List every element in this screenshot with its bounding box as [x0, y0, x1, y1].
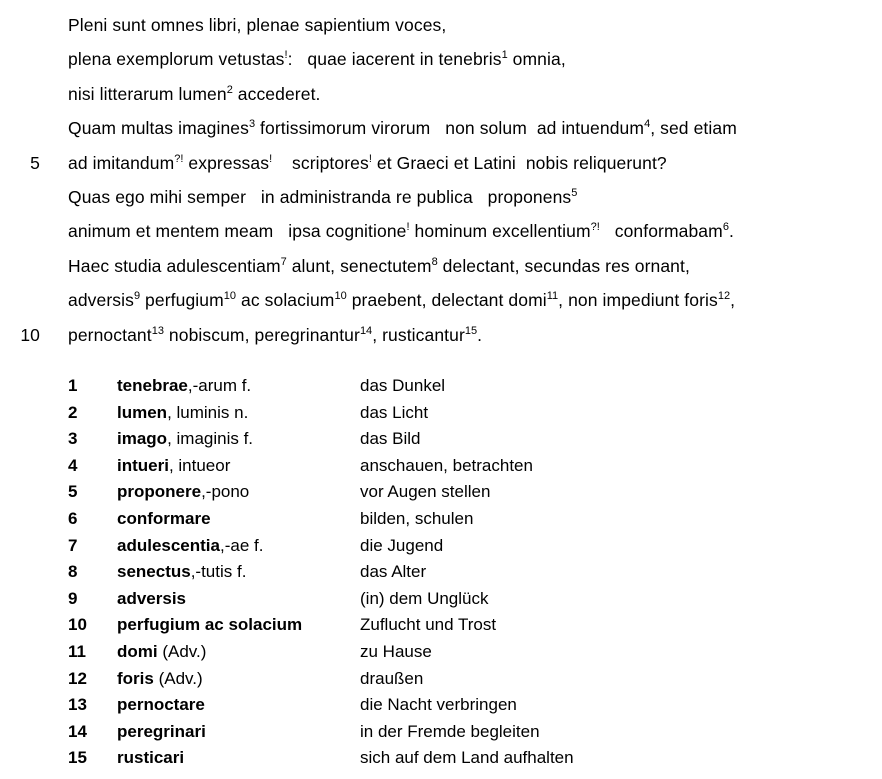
latin-text-segment: et Graeci et Latini nobis reliquerunt?	[371, 152, 667, 173]
annotation-mark: !	[368, 152, 372, 165]
footnote-ref: 1	[501, 49, 508, 62]
vocab-row	[68, 666, 882, 693]
latin-text-segment: omnia,	[507, 49, 566, 70]
footnote-ref: 4	[644, 118, 651, 131]
vocab-lemma-suffix: (Adv.)	[157, 642, 207, 661]
vocab-lemma: domi	[117, 642, 158, 661]
vocab-latin-term	[117, 612, 360, 639]
latin-text-segment: .	[477, 324, 483, 345]
vocab-entry-number: 9	[68, 588, 78, 608]
vocab-row	[68, 586, 882, 613]
latin-text-segment: scriptores	[272, 152, 369, 173]
vocab-latin-term	[117, 373, 360, 400]
latin-text-segment: .	[728, 221, 734, 242]
vocab-lemma-suffix: , imaginis f.	[167, 429, 254, 449]
footnote-ref: 6	[722, 221, 729, 234]
latin-text-segment: Quas ego mihi semper in administranda re publica proponens	[68, 187, 572, 208]
latin-text-segment: expressas	[183, 152, 270, 173]
vocab-entry-number: 15	[68, 748, 87, 768]
vocab-entry-number: 2	[68, 402, 78, 422]
latin-text-segment: nobiscum, peregrinantur	[163, 324, 360, 345]
latin-text-segment: , non impediunt foris	[558, 290, 718, 311]
vocab-entry-number: 1	[68, 376, 78, 396]
latin-text-segment: conformabam	[599, 221, 723, 242]
vocab-row	[68, 373, 882, 400]
footnote-ref: 11	[546, 290, 559, 303]
vocab-latin-term	[117, 559, 360, 586]
latin-line	[68, 180, 882, 214]
latin-text-segment: ad imitandum	[68, 152, 175, 173]
vocab-latin-term	[117, 533, 360, 560]
vocab-lemma: pernoctare	[117, 695, 205, 715]
vocab-row	[68, 612, 882, 639]
vocab-lemma: imago	[117, 429, 168, 449]
vocab-latin-term	[117, 719, 360, 746]
vocab-entry-number: 13	[68, 695, 87, 715]
vocab-latin-term	[117, 586, 360, 613]
margin-line-number: 10	[20, 324, 40, 345]
latin-text-segment: alunt, senectutem	[286, 255, 432, 276]
vocab-lemma: lumen	[117, 402, 168, 422]
vocab-german-translation: draußen	[360, 668, 424, 688]
latin-text-segment: : quae iacerent in tenebris	[287, 49, 502, 70]
vocab-lemma: intueri	[117, 455, 169, 475]
vocab-german-translation: zu Hause	[360, 642, 432, 661]
vocab-german-translation: das Bild	[360, 429, 421, 449]
vocab-lemma: conformare	[117, 509, 211, 529]
latin-text-segment: adversis	[68, 290, 134, 311]
latin-line	[68, 111, 882, 145]
vocab-row	[68, 400, 882, 427]
vocab-lemma-suffix: ,-arum f.	[187, 376, 252, 396]
vocab-entry-number: 5	[68, 482, 78, 502]
vocab-latin-term	[117, 426, 360, 453]
vocab-row	[68, 559, 882, 586]
vocab-latin-term	[117, 506, 360, 533]
vocab-german-translation: das Alter	[360, 562, 427, 582]
vocab-german-translation: (in) dem Unglück	[360, 588, 489, 608]
vocab-row	[68, 692, 882, 719]
latin-text-segment: , sed etiam	[650, 118, 737, 139]
vocab-latin-term	[117, 400, 360, 427]
latin-text-segment: ac solacium	[236, 290, 335, 311]
vocab-lemma: rusticari	[117, 748, 185, 768]
vocab-german-translation: sich auf dem Land aufhalten	[360, 748, 574, 768]
vocab-german-translation: vor Augen stellen	[360, 482, 491, 502]
footnote-ref: 5	[571, 187, 578, 200]
vocab-german-translation: die Jugend	[360, 535, 444, 555]
vocab-entry-number: 11	[68, 642, 86, 661]
vocab-row	[68, 719, 882, 746]
latin-line	[30, 146, 882, 180]
latin-line	[68, 42, 882, 76]
latin-line	[20, 318, 882, 352]
footnote-ref: 14	[359, 324, 373, 337]
vocab-row	[68, 479, 882, 506]
vocab-lemma-suffix: , luminis n.	[167, 402, 249, 422]
vocab-german-translation: die Nacht verbringen	[360, 695, 517, 715]
vocab-entry-number: 14	[68, 721, 87, 741]
latin-text-block	[20, 0, 882, 352]
footnote-ref: 13	[151, 324, 164, 337]
latin-text-segment: Pleni sunt omnes libri, plenae sapientium voces,	[68, 15, 447, 35]
footnote-ref: 15	[464, 324, 478, 337]
vocab-entry-number: 8	[68, 562, 78, 582]
latin-line	[68, 77, 882, 111]
vocab-latin-term	[117, 453, 360, 480]
vocab-german-translation: das Licht	[360, 402, 429, 422]
latin-text-segment: Quam multas imagines	[68, 118, 249, 139]
vocab-lemma-suffix: (Adv.)	[153, 668, 203, 688]
vocab-lemma: perfugium ac solacium	[117, 615, 303, 635]
vocab-german-translation: das Dunkel	[360, 376, 446, 396]
footnote-ref: 7	[280, 256, 287, 269]
vocab-entry-number: 3	[68, 429, 78, 449]
latin-text-segment: pernoctant	[68, 324, 152, 345]
footnote-ref: 10	[223, 290, 237, 303]
latin-line	[68, 283, 882, 317]
vocab-latin-term	[117, 692, 360, 719]
latin-text-segment: plena exemplorum vetustas	[68, 49, 285, 70]
vocab-german-translation: Zuflucht und Trost	[360, 615, 497, 635]
latin-text-segment: , rusticantur	[372, 324, 465, 345]
footnote-ref: 10	[334, 290, 347, 303]
annotation-mark: !	[406, 221, 410, 234]
footnote-ref: 12	[717, 290, 731, 303]
vocab-row	[68, 639, 882, 666]
latin-text-segment: Haec studia adulescentiam	[68, 255, 281, 276]
vocab-latin-term	[117, 666, 360, 693]
latin-text-segment: perfugium	[140, 290, 224, 311]
annotation-mark: !	[269, 152, 273, 165]
margin-line-number: 5	[30, 152, 40, 173]
vocab-german-translation: in der Fremde begleiten	[360, 721, 540, 741]
vocab-entry-number: 10	[68, 615, 87, 635]
vocab-lemma: foris	[117, 668, 154, 688]
vocab-row	[68, 453, 882, 480]
latin-text-segment: accederet.	[232, 83, 321, 104]
latin-text-segment: animum et mentem meam ipsa cognitione	[68, 221, 407, 242]
vocab-entry-number: 6	[68, 509, 78, 529]
vocab-row	[68, 426, 882, 453]
latin-text-segment: hominum excellentium	[409, 221, 591, 242]
vocab-lemma-suffix: ,-tutis f.	[190, 562, 247, 582]
vocab-german-translation: anschauen, betrachten	[360, 455, 533, 475]
latin-text-segment: delectant, secundas res ornant,	[437, 255, 690, 276]
annotation-mark: ?!	[174, 152, 184, 165]
footnote-ref: 8	[431, 256, 438, 269]
vocab-lemma-suffix: ,-pono	[201, 482, 250, 502]
vocab-lemma-suffix: ,-ae f.	[220, 535, 264, 555]
vocabulary-block	[68, 373, 882, 772]
vocab-latin-term	[117, 745, 360, 772]
footnote-ref: 2	[226, 83, 233, 96]
vocab-row	[68, 533, 882, 560]
annotation-mark: ?!	[590, 221, 600, 234]
vocab-lemma-suffix: , intueor	[168, 455, 231, 475]
latin-text-segment: nisi litterarum lumen	[68, 83, 227, 104]
latin-line	[68, 214, 882, 248]
latin-text-segment: praebent, delectant domi	[346, 290, 547, 311]
latin-line	[68, 249, 882, 283]
vocab-row	[68, 745, 882, 772]
latin-text-segment: ,	[730, 290, 736, 311]
latin-line	[68, 8, 882, 42]
vocab-lemma: proponere	[117, 482, 202, 502]
vocab-lemma: adversis	[117, 588, 186, 608]
footnote-ref: 9	[133, 290, 141, 303]
vocab-german-translation: bilden, schulen	[360, 509, 474, 529]
vocab-entry-number: 4	[68, 455, 78, 475]
vocab-lemma: peregrinari	[117, 721, 206, 741]
footnote-ref: 3	[248, 118, 256, 131]
vocab-entry-number: 12	[68, 668, 87, 688]
vocab-lemma: adulescentia	[117, 535, 220, 555]
vocab-lemma: tenebrae	[117, 376, 188, 396]
annotation-mark: !	[284, 49, 288, 62]
latin-text-segment: fortissimorum virorum non solum ad intuendum	[255, 118, 645, 139]
vocab-row	[68, 506, 882, 533]
vocab-latin-term	[117, 639, 360, 666]
vocab-lemma: senectus	[117, 562, 191, 582]
vocab-entry-number: 7	[68, 535, 78, 555]
vocab-latin-term	[117, 479, 360, 506]
